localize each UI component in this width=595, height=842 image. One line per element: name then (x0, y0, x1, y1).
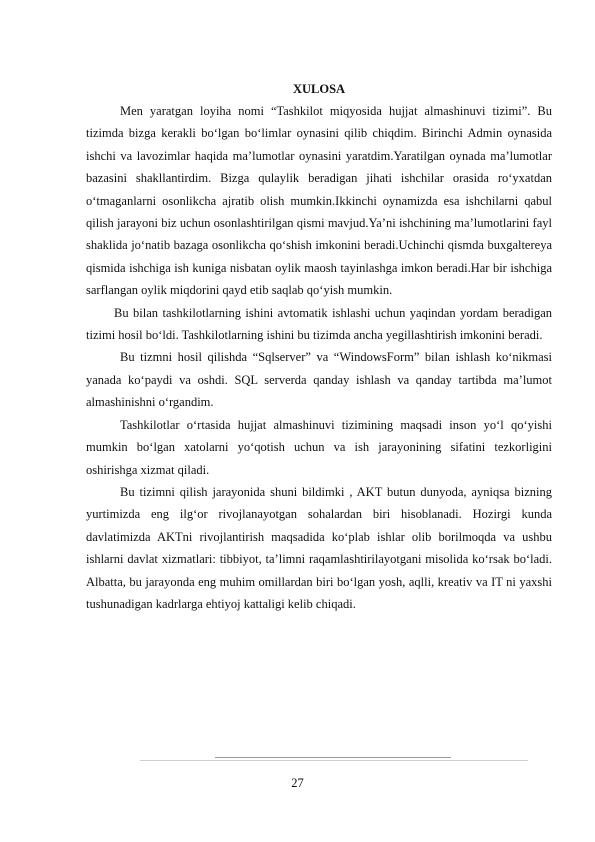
paragraph-automation: Bu bilan tashkilotlarning ishini avtomatik ishlashi uchun yaqindan yordam beradigan tizimi hosil bo‘ldi. Tashkilotlarning ishini bu tizimda ancha yegillashtirish imkonini beradi. (86, 305, 552, 343)
section-title: XULOSA (292, 82, 346, 96)
page-number: 27 (291, 776, 304, 790)
paragraph-purpose: Tashkilotlar o‘rtasida hujjat almashinuvi tizimining maqsadi inson yo‘l qo‘yishi mumkin bo‘lgan xatolarni yo‘qotish uchun va ish jarayonining sifatini tezkorligini oshirishga xizmat qiladi. (86, 417, 552, 477)
paragraph-ict: Bu tizimni qilish jarayonida shuni bildimki , AKT butun dunyoda, ayniqsa bizning yurtimizda eng ilg‘or rivojlanayotgan sohalardan biri hisoblanadi. Hozirgi kunda davlatimizda AKTni rivojlantirish maqsadida ko‘plab ishlar olib borilmoqda va ushbu ishlarni davlat xizmatlari: tibbiyot, ta’limni raqamlashtirilayotgani misolida ko‘rsak bo‘ladi. Albatta, bu jarayonda eng muhim omillardan biri bo‘lgan yosh, aqlli, kreativ va IT ni yaxshi tushunadigan kadrlarga ehtiyoj kattaligi kelib chiqadi. (86, 484, 552, 611)
document-page (86, 78, 552, 615)
footer-divider (140, 760, 528, 761)
paragraph-intro: Men yaratgan loyiha nomi “Tashkilot miqyosida hujjat almashinuvi tizimi”. Bu tizimda bizga kerakli bo‘lgan bo‘limlar oynasini qilib chiqdim. Birinchi Admin oynasida ishchi va lavozimlar haqida ma’lumotlar oynasini yaratdim.Yaratilgan oynada ma’lumotlar bazasini shakllantirdim. Bizga qulaylik beradigan jihati ishchilar orasida ro‘yxatdan o‘tmaganlarni osonlikcha ajratib olish mumkin.Ikkinchi oynamizda esa ishchilarni qabul qilish jarayoni biz uchun osonlashtirilgan qismi mavjud.Ya’ni ishchining ma’lumotlarini fayl shaklida jo‘natib bazaga osonlikcha qo‘shish imkonini beradi.Uchinchi qismda buxgaltereya qismida ishchiga ish kuniga nisbatan oylik maosh tayinlashga imkon beradi.Har bir ishchiga sarflangan oylik miqdorini qayd etib saqlab qo‘yish mumkin. (86, 104, 552, 298)
footer-divider-inner (215, 757, 451, 758)
paragraph-skills: Bu tizmni hosil qilishda “Sqlserver” va “WindowsForm” bilan ishlash ko‘nikmasi yanada ko‘paydi va oshdi. SQL serverda qanday ishlash va qanday tartibda ma’lumot almashinishni o‘rgandim. (86, 350, 552, 410)
